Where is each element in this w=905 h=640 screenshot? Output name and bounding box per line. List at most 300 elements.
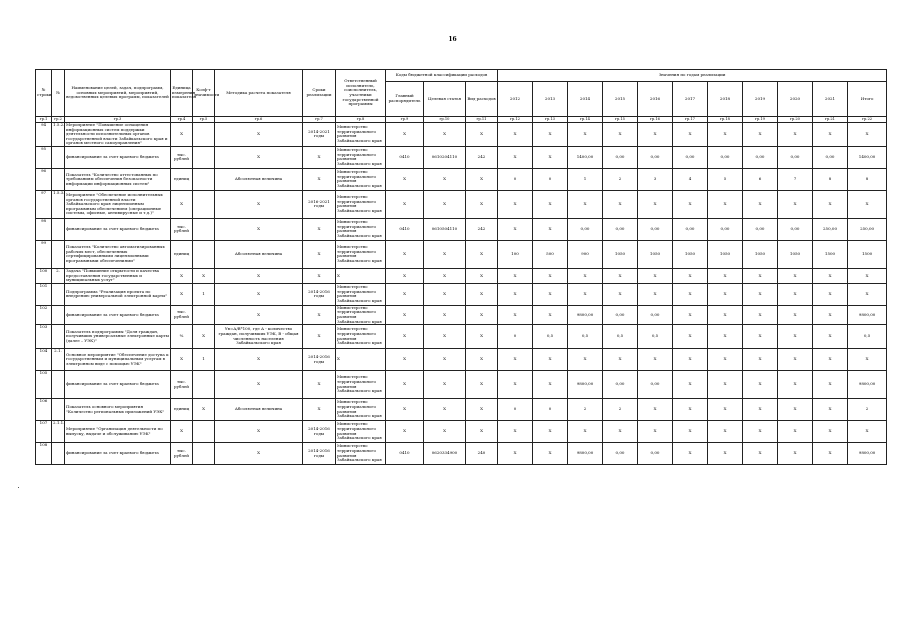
table-cell: Министерство территориального развития Забайкальского края	[336, 146, 386, 168]
table-cell: Х	[533, 123, 568, 147]
table-cell: Мероприятие "Обеспечение исполнительных органов государственной власти Забайкальского края лицензионным программным обеспечением (операционные системы, офисные, антивирусные и т.д.)"	[65, 190, 171, 218]
table-cell: Мероприятие "Повышение оснащения информационных систем поддержки деятельности исполнительных органов государственной власти Забайкальского края и органов местного самоуправления"	[65, 123, 171, 147]
table-cell: Показатель "Количество аттестованных по требованиям обеспечения безопасности информации информационных систем"	[65, 168, 171, 190]
table-cell: Х	[813, 399, 848, 421]
table-cell: Х	[215, 443, 303, 465]
table-cell: Х	[193, 325, 215, 349]
table-cell	[193, 190, 215, 218]
table-cell: Х	[386, 371, 424, 399]
table-cell: Х	[303, 305, 336, 324]
table-cell: Х	[424, 305, 466, 324]
table-cell: 9800,00	[848, 443, 887, 465]
table-cell: 2014-2016 годы	[303, 443, 336, 465]
table-cell: 9800,00	[848, 371, 887, 399]
table-cell: Х	[778, 283, 813, 305]
table-cell: Министерство территориального развития Забайкальского края	[336, 399, 386, 421]
header-year-col: 2019	[743, 82, 778, 117]
header-kbk-col: Целевая статья	[424, 82, 466, 117]
table-cell: 104	[36, 349, 52, 371]
table-cell: Х	[673, 399, 708, 421]
table-cell: 1050	[778, 240, 813, 268]
table-cell: Х	[638, 123, 673, 147]
table-cell: Х	[673, 305, 708, 324]
table-cell: 1050	[638, 240, 673, 268]
table-cell: Министерство территориального развития Забайкальского края	[336, 305, 386, 324]
table-row	[36, 123, 887, 147]
table-cell: Х	[708, 443, 743, 465]
table-cell: Х	[568, 123, 603, 147]
table-cell: Х	[533, 283, 568, 305]
table-cell: Х	[215, 349, 303, 371]
header-kbk-col: Главный распорядитель	[386, 82, 424, 117]
table-row	[36, 305, 887, 324]
table-cell: 1050	[743, 240, 778, 268]
table-cell: 0410	[386, 218, 424, 240]
table-cell: Х	[743, 305, 778, 324]
table-cell: Х	[466, 371, 498, 399]
table-cell: 9800,00	[568, 305, 603, 324]
table-cell: Х	[603, 268, 638, 283]
table-cell: финансирование за счет краевого бюджета	[65, 146, 171, 168]
table-cell: Х	[303, 218, 336, 240]
table-cell: 0,00	[708, 146, 743, 168]
table-cell: Абсолютная величина	[215, 240, 303, 268]
column-number-cell: гр.13	[533, 117, 568, 123]
table-cell: Х	[498, 305, 533, 324]
table-cell: 4	[673, 168, 708, 190]
table-cell	[52, 305, 65, 324]
column-number-cell: гр.20	[778, 117, 813, 123]
table-cell	[193, 218, 215, 240]
header-year-col: 2020	[778, 82, 813, 117]
table-cell: Показатель "Количество автоматизированных рабочих мест, обеспеченных сертифицированными лицензионными программными обеспечениями"	[65, 240, 171, 268]
table-cell: 2	[568, 399, 603, 421]
table-cell: Х	[848, 190, 887, 218]
table-cell: 1	[193, 349, 215, 371]
table-cell: Х	[708, 371, 743, 399]
table-cell: 0,00	[743, 218, 778, 240]
table-cell	[193, 240, 215, 268]
table-cell: 1050	[673, 240, 708, 268]
table-cell: Х	[386, 268, 424, 283]
table-cell: Х	[743, 190, 778, 218]
table-cell: Х	[466, 305, 498, 324]
table-cell: 2014-2016 годы	[303, 349, 336, 371]
column-number-cell: гр.18	[708, 117, 743, 123]
table-cell: 2014-2016 годы	[303, 283, 336, 305]
column-number-cell: гр.10	[424, 117, 466, 123]
table-cell: Показатель основного мероприятия "Количество региональных приложений УЭК"	[65, 399, 171, 421]
header-year-col: 2013	[533, 82, 568, 117]
table-cell: Х	[466, 168, 498, 190]
table-cell: 500	[533, 240, 568, 268]
table-cell: 0,00	[638, 305, 673, 324]
table-cell: 100	[498, 240, 533, 268]
table-cell: 94	[36, 123, 52, 147]
table-cell: Х	[568, 283, 603, 305]
table-cell: Министерство территориального развития Забайкальского края	[336, 283, 386, 305]
column-number-cell: гр.14	[568, 117, 603, 123]
table-cell: 1400,00	[568, 146, 603, 168]
table-cell: Х	[708, 190, 743, 218]
column-number-cell: гр.15	[603, 117, 638, 123]
table-cell: финансирование за счет краевого бюджета	[65, 443, 171, 465]
table-cell: 0,00	[568, 218, 603, 240]
table-cell: Х	[778, 399, 813, 421]
table-cell: 0410	[386, 146, 424, 168]
column-number-cell: гр.21	[813, 117, 848, 123]
table-cell: тыс. рублей	[171, 218, 193, 240]
table-cell: 242	[466, 218, 498, 240]
table-cell: 97	[36, 190, 52, 218]
table-cell: Х	[193, 399, 215, 421]
table-cell: Х	[533, 443, 568, 465]
table-cell: Х	[813, 305, 848, 324]
table-cell: тыс. рублей	[171, 146, 193, 168]
table-cell: Х	[638, 268, 673, 283]
page-number: 16	[448, 36, 457, 43]
table-cell: Х	[215, 283, 303, 305]
table-cell: Мероприятие "Организация деятельности по выпуску, выдаче и обслуживанию УЭК"	[65, 421, 171, 443]
table-cell: 9800,00	[568, 443, 603, 465]
table-cell	[52, 168, 65, 190]
table-cell: Х	[778, 325, 813, 349]
table-cell: тыс. рублей	[171, 305, 193, 324]
table-cell: 0,00	[603, 305, 638, 324]
table-cell: Х	[303, 325, 336, 349]
table-cell: Х	[215, 268, 303, 283]
header-row-number: № строки	[36, 70, 52, 117]
table-cell: Х	[743, 421, 778, 443]
table-cell	[193, 123, 215, 147]
table-cell: Х	[813, 443, 848, 465]
table-cell: Х	[466, 190, 498, 218]
table-cell: Х	[533, 349, 568, 371]
table-cell: Х	[466, 268, 498, 283]
table-cell	[193, 371, 215, 399]
table-cell: 9800,00	[848, 305, 887, 324]
table-row	[36, 146, 887, 168]
table-cell: Х	[498, 190, 533, 218]
table-cell: Х	[498, 443, 533, 465]
table-cell: Х	[568, 190, 603, 218]
table-cell: единиц	[171, 240, 193, 268]
table-cell	[52, 146, 65, 168]
table-cell: Х	[743, 283, 778, 305]
table-row	[36, 218, 887, 240]
table-cell: Х	[386, 190, 424, 218]
table-cell: 2.1.	[52, 349, 65, 371]
table-cell: Министерство территориального развития Забайкальского края	[336, 190, 386, 218]
table-cell: Х	[533, 146, 568, 168]
table-cell: 100	[36, 268, 52, 283]
table-cell: Х	[386, 168, 424, 190]
column-number-cell: гр.19	[743, 117, 778, 123]
table-cell: 0620334900	[424, 443, 466, 465]
table-cell: 1	[193, 283, 215, 305]
table-cell: Х	[498, 421, 533, 443]
table-cell: Х	[673, 283, 708, 305]
table-cell: 5	[708, 168, 743, 190]
table-cell: Х	[778, 443, 813, 465]
table-cell: Х	[303, 371, 336, 399]
column-number-cell: гр.7	[303, 117, 336, 123]
table-cell: Х	[424, 283, 466, 305]
table-cell: Х	[848, 123, 887, 147]
column-number-cell: гр.4	[171, 117, 193, 123]
table-cell: 0,5	[568, 325, 603, 349]
table-cell: 2016-2021 годы	[303, 190, 336, 218]
table-cell	[193, 421, 215, 443]
table-row	[36, 399, 887, 421]
table-cell: Х	[673, 123, 708, 147]
table-cell: Х	[171, 123, 193, 147]
table-cell	[52, 371, 65, 399]
table-cell: 0,00	[813, 146, 848, 168]
table-cell: Министерство территориального развития Забайкальского края	[336, 371, 386, 399]
table-cell: Х	[386, 349, 424, 371]
table-cell: 0	[498, 399, 533, 421]
table-cell: 2.	[52, 268, 65, 283]
column-number-cell: гр.1	[36, 117, 52, 123]
header-year-col: 2018	[708, 82, 743, 117]
table-cell: Х	[466, 240, 498, 268]
table-cell: Х	[813, 268, 848, 283]
table-cell: 0,00	[603, 146, 638, 168]
table-cell: Х	[171, 190, 193, 218]
column-number-cell: гр.8	[336, 117, 386, 123]
table-cell: 2014-2021 годы	[303, 123, 336, 147]
table-cell: Х	[336, 349, 386, 371]
table-cell: 2	[603, 399, 638, 421]
table-cell: 8	[813, 168, 848, 190]
table-cell: Х	[603, 283, 638, 305]
table-cell: Х	[848, 421, 887, 443]
table-cell: Х	[466, 349, 498, 371]
table-cell: 2	[848, 399, 887, 421]
table-cell: 1400,00	[848, 146, 887, 168]
table-cell: Х	[303, 168, 336, 190]
header-year-col: 2014	[568, 82, 603, 117]
table-cell: 0,00	[603, 371, 638, 399]
table-cell: Х	[603, 421, 638, 443]
table-cell: 250,00	[813, 218, 848, 240]
column-number-cell: гр.11	[466, 117, 498, 123]
table-cell: 103	[36, 325, 52, 349]
table-cell: Х	[424, 123, 466, 147]
table-cell: Х	[498, 146, 533, 168]
table-cell: 1050	[603, 240, 638, 268]
table-cell: Ув=А/В*100, где А - количество граждан, получивших УЭК, В - общая численность населения Забайкальского края	[215, 325, 303, 349]
table-cell: Х	[743, 349, 778, 371]
table-cell: 0,00	[603, 443, 638, 465]
table-cell: Министерство территориального развития Забайкальского края	[336, 325, 386, 349]
table-cell	[52, 283, 65, 305]
header-year-col: 2021	[813, 82, 848, 117]
table-cell: 0,5	[603, 325, 638, 349]
table-cell: Х	[673, 349, 708, 371]
table-cell: Х	[215, 305, 303, 324]
table-cell: Х	[603, 349, 638, 371]
column-number-cell: гр.17	[673, 117, 708, 123]
table-cell: Х	[778, 190, 813, 218]
table-cell: Х	[424, 399, 466, 421]
table-cell: Х	[638, 421, 673, 443]
table-cell: 0410	[386, 443, 424, 465]
table-cell: Х	[778, 371, 813, 399]
table-cell: Х	[743, 399, 778, 421]
table-cell: Х	[533, 268, 568, 283]
table-cell: единиц	[171, 399, 193, 421]
table-cell: Х	[533, 190, 568, 218]
table-cell: 0,00	[778, 218, 813, 240]
table-cell: 242	[466, 146, 498, 168]
table-cell: Х	[708, 349, 743, 371]
table-cell: тыс. рублей	[171, 371, 193, 399]
table-cell: 0,00	[638, 146, 673, 168]
table-row	[36, 168, 887, 190]
table-cell: Министерство территориального развития Забайкальского края	[336, 443, 386, 465]
table-cell: Х	[533, 371, 568, 399]
table-cell: Х	[778, 349, 813, 371]
table-cell: 0,00	[673, 218, 708, 240]
table-cell: Х	[568, 268, 603, 283]
table-cell: 105	[36, 371, 52, 399]
table-cell: Х	[424, 240, 466, 268]
program-table	[35, 69, 887, 465]
header-year-col: 2015	[603, 82, 638, 117]
table-cell: Х	[498, 371, 533, 399]
table-cell: Х	[215, 421, 303, 443]
header-code: №	[52, 70, 65, 117]
table-row	[36, 349, 887, 371]
header-name: Наименование целей, задач, подпрограмм, основных мероприятий, мероприятий, ведомственных целевых программ, показателей	[65, 70, 171, 117]
table-cell: Х	[743, 371, 778, 399]
table-cell: 0610204110	[424, 146, 466, 168]
table-cell: 0,00	[603, 218, 638, 240]
header-year-col: 2012	[498, 82, 533, 117]
table-cell: 0,00	[638, 443, 673, 465]
table-cell: 250,00	[848, 218, 887, 240]
table-cell: 108	[36, 443, 52, 465]
table-cell: Х	[603, 123, 638, 147]
table-row	[36, 240, 887, 268]
table-cell: Министерство территориального развития Забайкальского края	[336, 218, 386, 240]
table-cell: Х	[498, 218, 533, 240]
table-row	[36, 325, 887, 349]
table-cell: Х	[171, 283, 193, 305]
table-cell: Х	[424, 190, 466, 218]
table-cell: Х	[708, 305, 743, 324]
table-cell: 0,00	[708, 218, 743, 240]
table-cell: Х	[708, 123, 743, 147]
table-cell: Задача "Повышение открытости и качества предоставления государственных и муниципальных услуг"	[65, 268, 171, 283]
table-cell: 7	[778, 168, 813, 190]
column-number-cell: гр.5	[193, 117, 215, 123]
table-cell: Х	[778, 421, 813, 443]
table-cell: Х	[638, 283, 673, 305]
table-cell: 2.1.1.	[52, 421, 65, 443]
table-cell: 3	[638, 168, 673, 190]
table-cell: 1500	[813, 240, 848, 268]
table-cell: Министерство территориального развития Забайкальского края	[336, 240, 386, 268]
table-cell: 0	[533, 168, 568, 190]
table-row	[36, 443, 887, 465]
header-row-top	[36, 70, 887, 82]
table-cell: Х	[673, 268, 708, 283]
table-cell	[52, 240, 65, 268]
header-years-group: Значения по годам реализации	[498, 70, 887, 82]
table-row	[36, 190, 887, 218]
table-cell: 6	[743, 168, 778, 190]
table-cell: 8	[848, 168, 887, 190]
table-cell: 1050	[708, 240, 743, 268]
table-cell: Х	[215, 371, 303, 399]
table-cell: 0,00	[743, 146, 778, 168]
header-method: Методика расчета показателя	[215, 70, 303, 117]
table-cell: Основное мероприятие "Обеспечение доступа к государственным и муниципальным услугам в электронном виде с помощью УЭК"	[65, 349, 171, 371]
table-cell: Х	[466, 283, 498, 305]
table-cell: 0,5	[533, 325, 568, 349]
table-cell: Х	[466, 325, 498, 349]
table-cell: Х	[386, 283, 424, 305]
column-number-cell: гр.22	[848, 117, 887, 123]
table-cell	[52, 443, 65, 465]
table-cell: Х	[568, 421, 603, 443]
table-cell: Х	[386, 325, 424, 349]
header-unit: Единица измерения показателя	[171, 70, 193, 117]
table-cell: тыс. рублей	[171, 443, 193, 465]
column-number-cell: гр.3	[65, 117, 171, 123]
table-cell: Х	[708, 283, 743, 305]
table-cell: Х	[708, 325, 743, 349]
table-cell: Министерство территориального развития Забайкальского края	[336, 123, 386, 147]
table-cell: 98	[36, 218, 52, 240]
table-cell: 0,5	[848, 325, 887, 349]
table-cell: Х	[498, 123, 533, 147]
table-cell	[52, 218, 65, 240]
table-cell: Х	[638, 190, 673, 218]
header-year-col: 2016	[638, 82, 673, 117]
header-period: Сроки реализации	[303, 70, 336, 117]
table-cell: Х	[778, 123, 813, 147]
header-year-col: Итого	[848, 82, 887, 117]
table-cell: Х	[386, 123, 424, 147]
column-number-cell: гр.2	[52, 117, 65, 123]
table-cell: Х	[424, 168, 466, 190]
table-cell: 0,00	[638, 371, 673, 399]
table-row	[36, 371, 887, 399]
table-cell: Х	[386, 421, 424, 443]
table-cell: 0,00	[638, 218, 673, 240]
table-row	[36, 283, 887, 305]
table-cell: Абсолютная величина	[215, 399, 303, 421]
table-cell: финансирование за счет краевого бюджета	[65, 371, 171, 399]
table-cell: 1	[568, 168, 603, 190]
table-cell: Х	[673, 443, 708, 465]
header-kbk-group: Коды бюджетной классификации расходов	[386, 70, 498, 82]
table-cell: Х	[848, 283, 887, 305]
table-cell: 1.5.2.	[52, 123, 65, 147]
table-cell: Х	[673, 325, 708, 349]
table-cell: 240	[466, 443, 498, 465]
table-cell: Х	[743, 268, 778, 283]
table-cell: финансирование за счет краевого бюджета	[65, 218, 171, 240]
table-cell: 0	[498, 168, 533, 190]
table-cell: Х	[171, 268, 193, 283]
table-cell: 101	[36, 283, 52, 305]
table-cell	[193, 443, 215, 465]
